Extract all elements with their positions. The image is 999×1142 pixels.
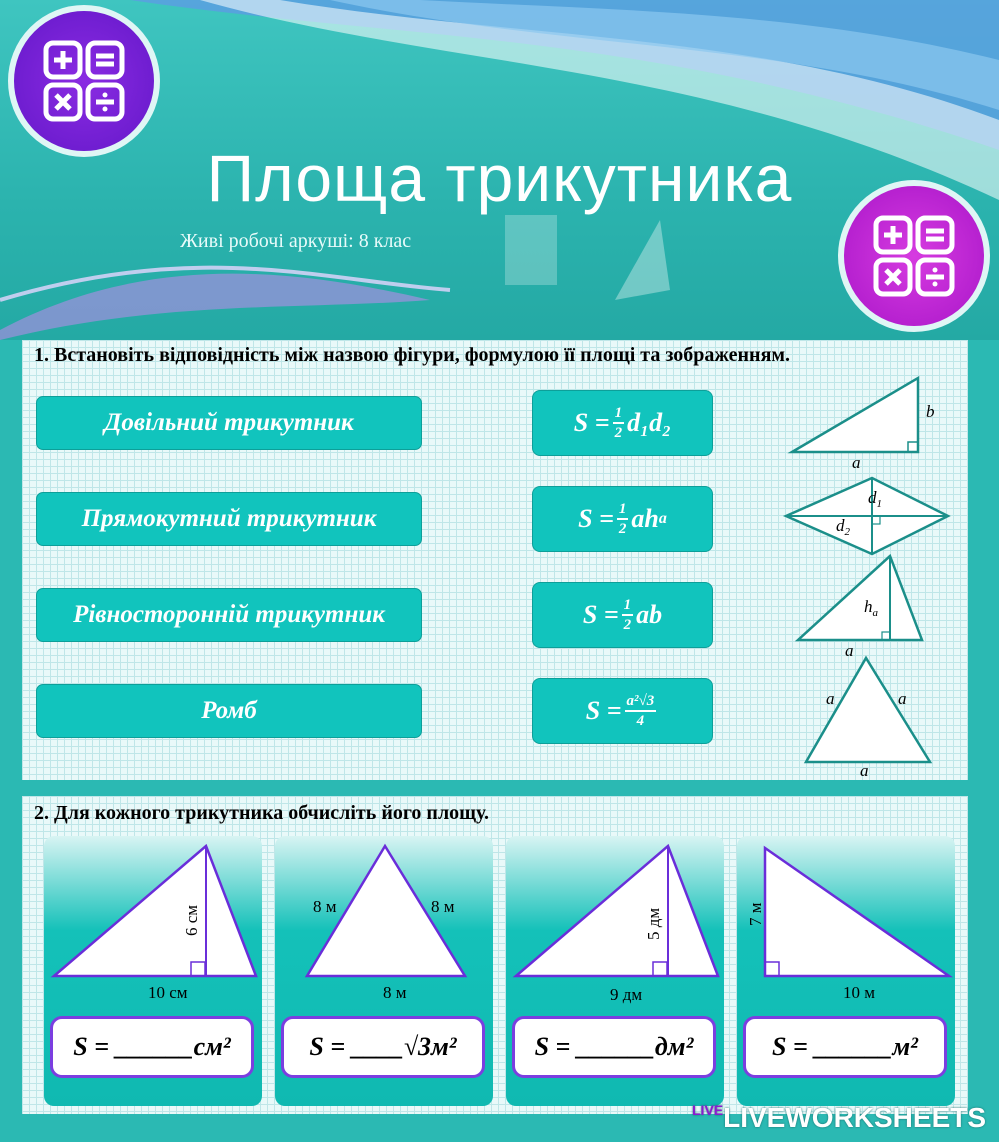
task2-card-3 [506, 836, 724, 1106]
formula-rhs: ab [636, 600, 663, 629]
page-title: Площа трикутника [206, 141, 793, 215]
name-box-equilateral-triangle[interactable]: Рівносторонній трикутник [36, 588, 422, 642]
formula-fraction: $\frac{\text{a²√3}}{4}$ [626, 693, 655, 729]
card4-triangle [737, 836, 955, 1006]
formula-box-3[interactable] [532, 582, 713, 648]
side-bottom-label: a [860, 761, 869, 780]
formula-lhs: S = [585, 696, 622, 725]
answer-field-2[interactable]: S = ____√3 м² [281, 1016, 485, 1078]
answer-field-3[interactable]: S = ______ дм² [512, 1016, 716, 1078]
formula-box-4[interactable] [532, 678, 713, 744]
formula-fraction: $\frac{1}{2}$ [623, 597, 632, 633]
formula-rhs: d₁d₂ [627, 408, 672, 437]
name-box-right-triangle[interactable]: Прямокутний трикутник [36, 492, 422, 546]
base-a-label: a [845, 641, 854, 660]
math-operators-icon [14, 11, 154, 151]
formula-subscript: a [658, 510, 667, 527]
height-label: 7 м [746, 902, 765, 926]
triangle-with-height-figure[interactable] [790, 552, 940, 660]
task2-card-4 [737, 836, 955, 1106]
diagonal-d2-label: $d_2$ [836, 516, 850, 538]
math-operators-icon [844, 186, 984, 326]
task1-heading: 1. Встановіть відповідність між назвою фігури, формулою її площі та зображенням. [34, 344, 791, 366]
side-right-label: a [898, 689, 907, 708]
page-subtitle: Живі робочі аркуші: 8 клас [180, 230, 412, 252]
formula-lhs: S = [578, 504, 614, 533]
base-label: 10 см [148, 983, 188, 1002]
equilateral-triangle-figure[interactable] [800, 654, 950, 780]
card3-triangle [506, 836, 724, 1006]
height-label: 5 дм [644, 907, 663, 940]
base-label: 10 м [843, 983, 876, 1002]
formula-rhs: ah [631, 504, 659, 533]
diagonal-d1-label: $d_1$ [868, 488, 882, 510]
answer-field-4[interactable]: S = ______ м² [743, 1016, 947, 1078]
side-b-label: b [926, 402, 935, 421]
card2-triangle [275, 836, 493, 1006]
height-ha-label: $h_a$ [864, 597, 878, 619]
rhombus-figure[interactable] [780, 476, 960, 560]
formula-box-2[interactable] [532, 486, 713, 552]
math-logo-right [838, 180, 990, 332]
task2-card-2 [275, 836, 493, 1106]
card1-triangle [44, 836, 262, 1006]
side-left-label: a [826, 689, 835, 708]
right-triangle-figure[interactable] [780, 372, 960, 472]
liveworksheets-brand[interactable]: $^{LIVE}$LIVEWORKSHEETS [692, 1102, 987, 1133]
name-box-arbitrary-triangle[interactable]: Довільний трикутник [36, 396, 422, 450]
formula-fraction: $\frac{1}{2}$ [614, 405, 623, 441]
formula-box-1[interactable] [532, 390, 713, 456]
name-box-rhombus[interactable]: Ромб [36, 684, 422, 738]
base-label: 8 м [383, 983, 407, 1002]
task2-heading: 2. Для кожного трикутника обчисліть його площу. [34, 802, 490, 824]
height-label: 6 см [182, 904, 201, 936]
side-a-label: a [852, 453, 861, 472]
math-logo-left [8, 5, 160, 157]
answer-field-1[interactable]: S = ______ см² [50, 1016, 254, 1078]
base-label: 9 дм [610, 985, 643, 1004]
right-side-label: 8 м [431, 897, 455, 916]
formula-lhs: S = [582, 600, 619, 629]
formula-lhs: S = [573, 408, 610, 437]
left-side-label: 8 м [313, 897, 337, 916]
task2-card-1 [44, 836, 262, 1106]
formula-fraction: $\frac{1}{2}$ [618, 501, 627, 537]
